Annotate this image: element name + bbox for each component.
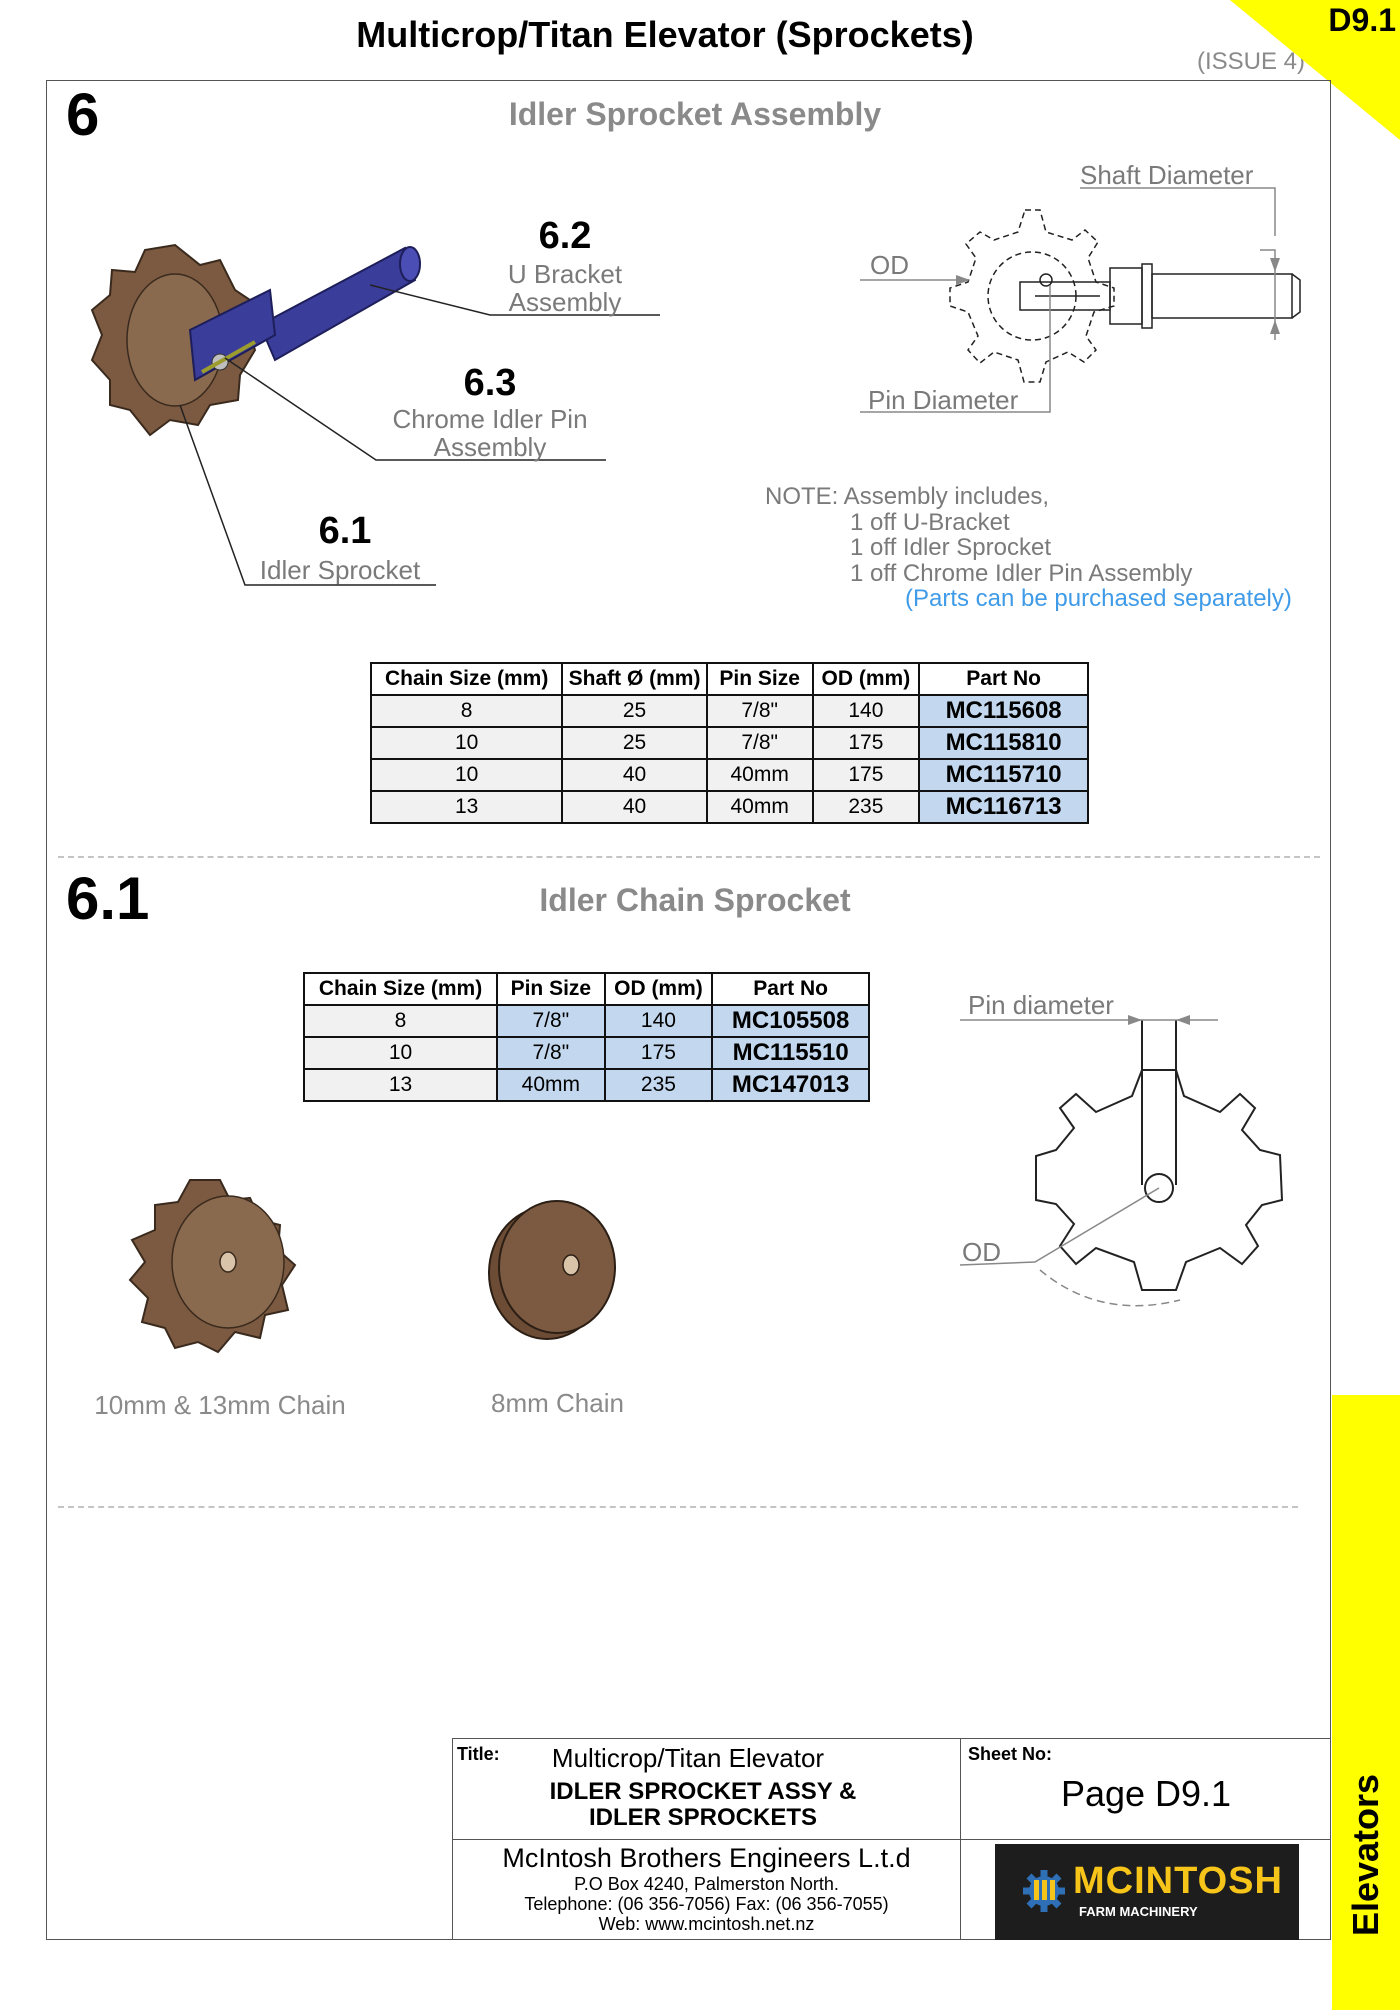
page-code: D9.1 — [1328, 2, 1396, 38]
pin-diameter-label: Pin Diameter — [868, 385, 1019, 415]
section-6-1-heading: Idler Chain Sprocket — [539, 882, 851, 918]
toothed-sprocket-caption: 10mm & 13mm Chain — [94, 1390, 346, 1420]
col-part-no: Part No — [712, 973, 869, 1005]
side-tab-label: Elevators — [1345, 1773, 1386, 1937]
title-lines: IDLER SPROCKET ASSY & IDLER SPROCKETS — [549, 1778, 857, 1831]
assembly-note: NOTE: Assembly includes, 1 off U-Bracket 1 off Idler Sprocket 1 off Chrome Idler Pin Assembly (Parts can be purchased separately) — [765, 483, 1292, 612]
callout-6-3-number: 6.3 — [463, 362, 517, 404]
col-pin-size: Pin Size — [707, 663, 813, 695]
mcintosh-logo — [995, 1844, 1299, 1940]
plain-sprocket-illustration — [485, 1195, 635, 1345]
section-6-heading: Idler Sprocket Assembly — [508, 96, 882, 132]
sprocket-technical-drawing — [950, 1000, 1310, 1330]
col-od: OD (mm) — [813, 663, 920, 695]
assembly-parts-table — [370, 662, 1089, 824]
title-line-1: Multicrop/Titan Elevator — [551, 1743, 825, 1773]
logo-subtext: FARM MACHINERY — [1079, 1904, 1198, 1919]
col-part-no: Part No — [919, 663, 1088, 695]
section-divider-2 — [58, 1506, 1298, 1508]
section-side-tab — [1332, 1395, 1400, 2010]
part-number: MC115810 — [919, 727, 1088, 759]
section-6-number: 6 — [66, 81, 100, 148]
part-number: MC115608 — [919, 695, 1088, 727]
part-number: MC116713 — [919, 791, 1088, 823]
col-shaft: Shaft Ø (mm) — [562, 663, 707, 695]
table-row: 8 7/8" 140 MC105508 — [304, 1005, 869, 1037]
plain-sprocket-caption: 8mm Chain — [491, 1388, 624, 1418]
part-number: MC147013 — [712, 1069, 869, 1101]
table-header-row — [371, 663, 1088, 695]
col-od: OD (mm) — [605, 973, 713, 1005]
section-divider — [58, 856, 1320, 858]
table-row: 10 40 40mm 175 MC115710 — [371, 759, 1088, 791]
section-6-1-number: 6.1 — [66, 865, 150, 932]
page-title: Multicrop/Titan Elevator (Sprockets) — [356, 14, 974, 55]
table-row: 8 25 7/8" 140 MC115608 — [371, 695, 1088, 727]
part-number: MC115510 — [712, 1037, 869, 1069]
callout-6-2-number: 6.2 — [538, 215, 592, 257]
od-label: OD — [870, 250, 909, 280]
table-row: 13 40 40mm 235 MC116713 — [371, 791, 1088, 823]
sheet-value: Page D9.1 — [1060, 1773, 1232, 1814]
col-chain-size: Chain Size (mm) — [304, 973, 497, 1005]
pin-diameter-label-2: Pin diameter — [968, 990, 1114, 1020]
table-row: 10 25 7/8" 175 MC115810 — [371, 727, 1088, 759]
sprocket-parts-table — [303, 972, 870, 1102]
callout-6-1-number: 6.1 — [318, 510, 372, 552]
col-pin-size: Pin Size — [497, 973, 605, 1005]
callout-6-2-text: U Bracket Assembly — [507, 259, 623, 317]
col-chain-size: Chain Size (mm) — [371, 663, 562, 695]
sheet-label: Sheet No: — [968, 1744, 1053, 1764]
logo-text: MCINTOSH — [1073, 1860, 1283, 1902]
gear-icon — [1021, 1868, 1067, 1914]
issue-label: (ISSUE 4) — [1196, 48, 1305, 75]
callout-6-3-text: Chrome Idler Pin Assembly — [392, 404, 588, 462]
table-row: 10 7/8" 175 MC115510 — [304, 1037, 869, 1069]
callout-6-1-text: Idler Sprocket — [259, 555, 421, 585]
company-info: McIntosh Brothers Engineers L.t.d P.O Box 4240, Palmerston North. Telephone: (06 356-7056) Fax: (06 356-7055) Web: www.mcintosh.net.nz — [502, 1843, 911, 1934]
od-label-2: OD — [962, 1237, 1001, 1267]
part-number: MC115710 — [919, 759, 1088, 791]
toothed-sprocket-illustration — [120, 1170, 310, 1360]
assembly-technical-drawing — [860, 160, 1320, 420]
table-header-row — [304, 973, 869, 1005]
title-label: Title: — [457, 1744, 500, 1764]
part-number: MC105508 — [712, 1005, 869, 1037]
shaft-diameter-label: Shaft Diameter — [1080, 160, 1254, 190]
table-row: 13 40mm 235 MC147013 — [304, 1069, 869, 1101]
